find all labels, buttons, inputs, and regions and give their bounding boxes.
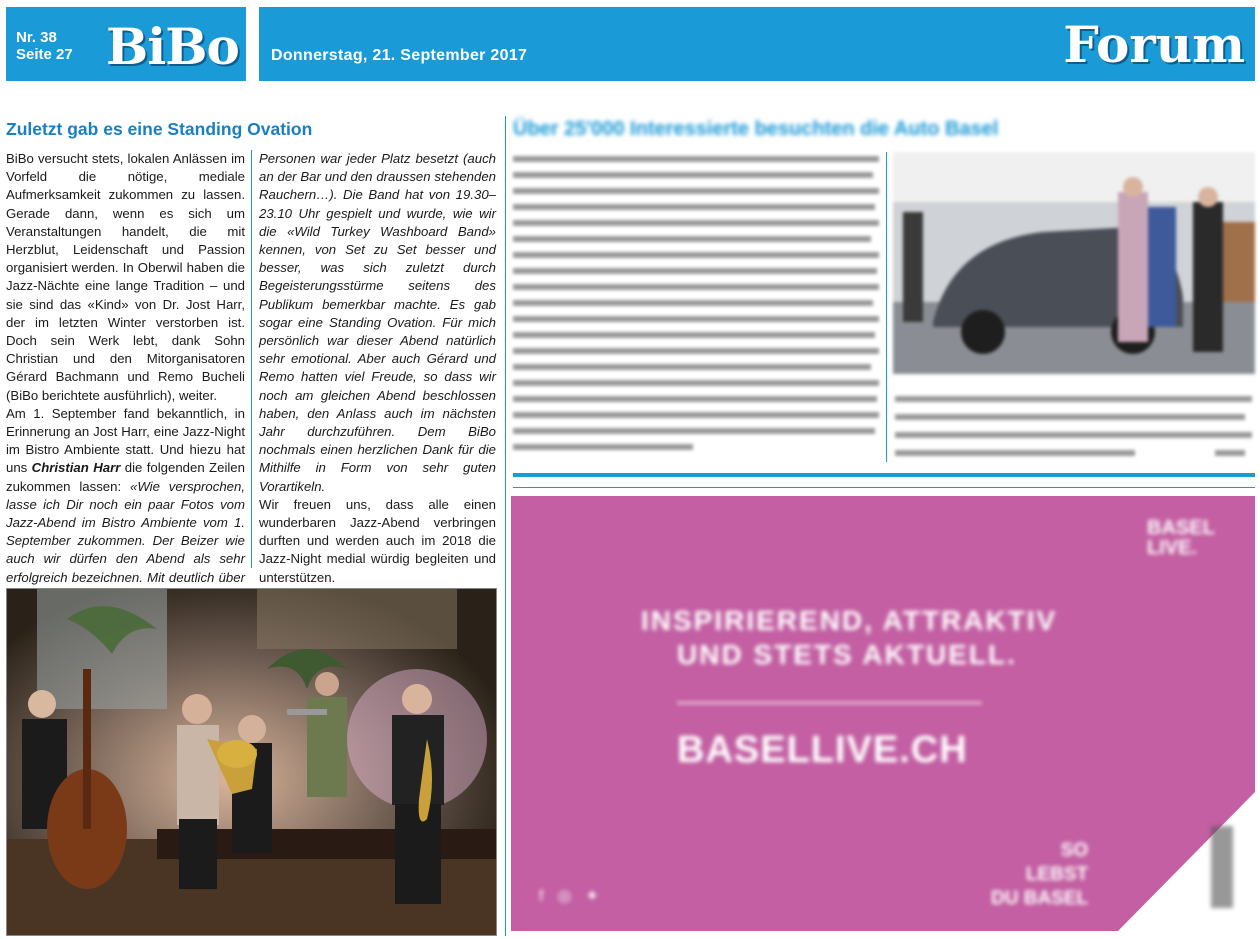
column-divider <box>251 150 252 568</box>
social-icons[interactable] <box>539 886 613 906</box>
auto-basel-photo <box>893 152 1255 374</box>
section-title: Forum <box>1063 15 1245 74</box>
instagram-icon[interactable]: ◎ <box>557 888 586 905</box>
quote-part-2: Personen war jeder Platz besetzt (auch an der Bar und den draussen stehenden Rauchern…). Die Band hat von 19.30–23.10 Uhr gespielt und wurde, wie wir die «Wild Turkey Washboard Band» kennen, von Set zu Set besser und besser, was sich zuletzt durch Begeisterungsstürme seitens des Publikum bemerkbar machte. Es gab sogar eine Standing Ovation. Für mich persönlich war dieser Abend natürlich sehr emotional. Aber auch Gérard und Remo hatten viel Freude, so dass wir noch am gleichen Abend beschlossen haben, den Anlass auch im nächsten Jahr durchzuführen. Dem BiBo nochmals einen herzlichen Dank für die Mithilfe in Form von sehr guten Vorartikeln. <box>259 151 496 494</box>
article-paragraph-1: BiBo versucht stets, lokalen Anlässen im Vorfeld die nötige, mediale Aufmerksamkeit zukommen zu lassen. Gerade dann, wenn es sich um Veranstaltungen handelt, die mit Herzblut, Leidenschaft und Passion organisiert werden. In Oberwil haben die Jazz-Nächte eine lange Tradition – und sie sind das «Kind» von Dr. Jost Harr, der im letzten Winter verstorben ist. Doch sein Werk lebt, dank Sohn Christian und den Mitorganisatoren Gérard Bachmann und Remo Bucheli (BiBo berichtete ausführlich), weiter. <box>6 151 245 403</box>
twitter-icon[interactable]: ✦ <box>585 888 613 905</box>
article-column-2 <box>259 150 496 605</box>
second-article-headline: Über 25'000 Interessierte besuchten die Auto Basel <box>513 118 999 140</box>
jazz-band-photo <box>6 588 497 936</box>
page-number: Seite 27 <box>16 46 73 63</box>
article-column-1 <box>6 150 245 605</box>
second-article-divider <box>886 152 887 462</box>
ad-divider <box>677 702 982 704</box>
article-paragraph-2: Am 1. September fand bekanntlich, in Erinnerung an Jost Harr, eine Jazz-Night im Bistro Ambiente statt. Und hiezu hat uns Christian Harr die folgenden Zeilen zukommen lassen: «Wie versprochen, lasse ich Dir noch ein paar Fotos vom Jazz-Abend im Bistro Ambiente vom 1. September zukommen. Der Beizer wie auch wir dürfen den Abend als sehr erfolgreich bezeichnen. Mit deutlich über <box>6 405 245 605</box>
person-name: Christian Harr <box>31 460 121 476</box>
masthead-right <box>259 7 1255 81</box>
facebook-icon[interactable]: f <box>539 888 558 905</box>
masthead-left <box>6 7 246 81</box>
auto-basel-caption <box>895 392 1252 468</box>
ad-sticker <box>1211 826 1233 908</box>
article-headline: Zuletzt gab es eine Standing Ovation <box>6 119 313 139</box>
section-rule-thin <box>513 487 1255 488</box>
ad-slogan: INSPIRIEREND, ATTRAKTIV UND STETS AKTUELL. <box>641 605 1058 670</box>
quote-part-1: «Wie versprochen, lasse ich Dir noch ein paar Fotos vom Jazz-Abend im Bistro Ambiente vom 1. September zukommen. Der Beizer wie auch wir dürfen den Abend als sehr erfolgreich bezeichnen. Mit deutlich über <box>6 478 245 585</box>
ad-tagline: SO LEBST DU BASEL <box>991 840 1089 909</box>
bibo-logo: BiBo <box>106 17 239 76</box>
issue-date: Donnerstag, 21. September 2017 <box>271 47 528 64</box>
ad-corner-shape <box>1118 792 1255 931</box>
basellive-logo: BASEL LIVE. <box>1147 517 1215 559</box>
ad-url[interactable]: BASELLIVE.CH <box>677 729 968 771</box>
basellive-advertisement[interactable] <box>511 496 1255 931</box>
section-rule-thick <box>513 473 1255 477</box>
issue-number: Nr. 38 <box>16 29 57 46</box>
issue-info <box>16 29 73 63</box>
page-divider <box>505 116 506 936</box>
article-paragraph-3: Wir freuen uns, dass alle einen wunderbaren Jazz-Abend verbringen durften und werden auch im 2018 die Jazz-Night medial würdig begleiten und unterstützen. <box>259 496 496 585</box>
second-article-text <box>513 152 879 468</box>
